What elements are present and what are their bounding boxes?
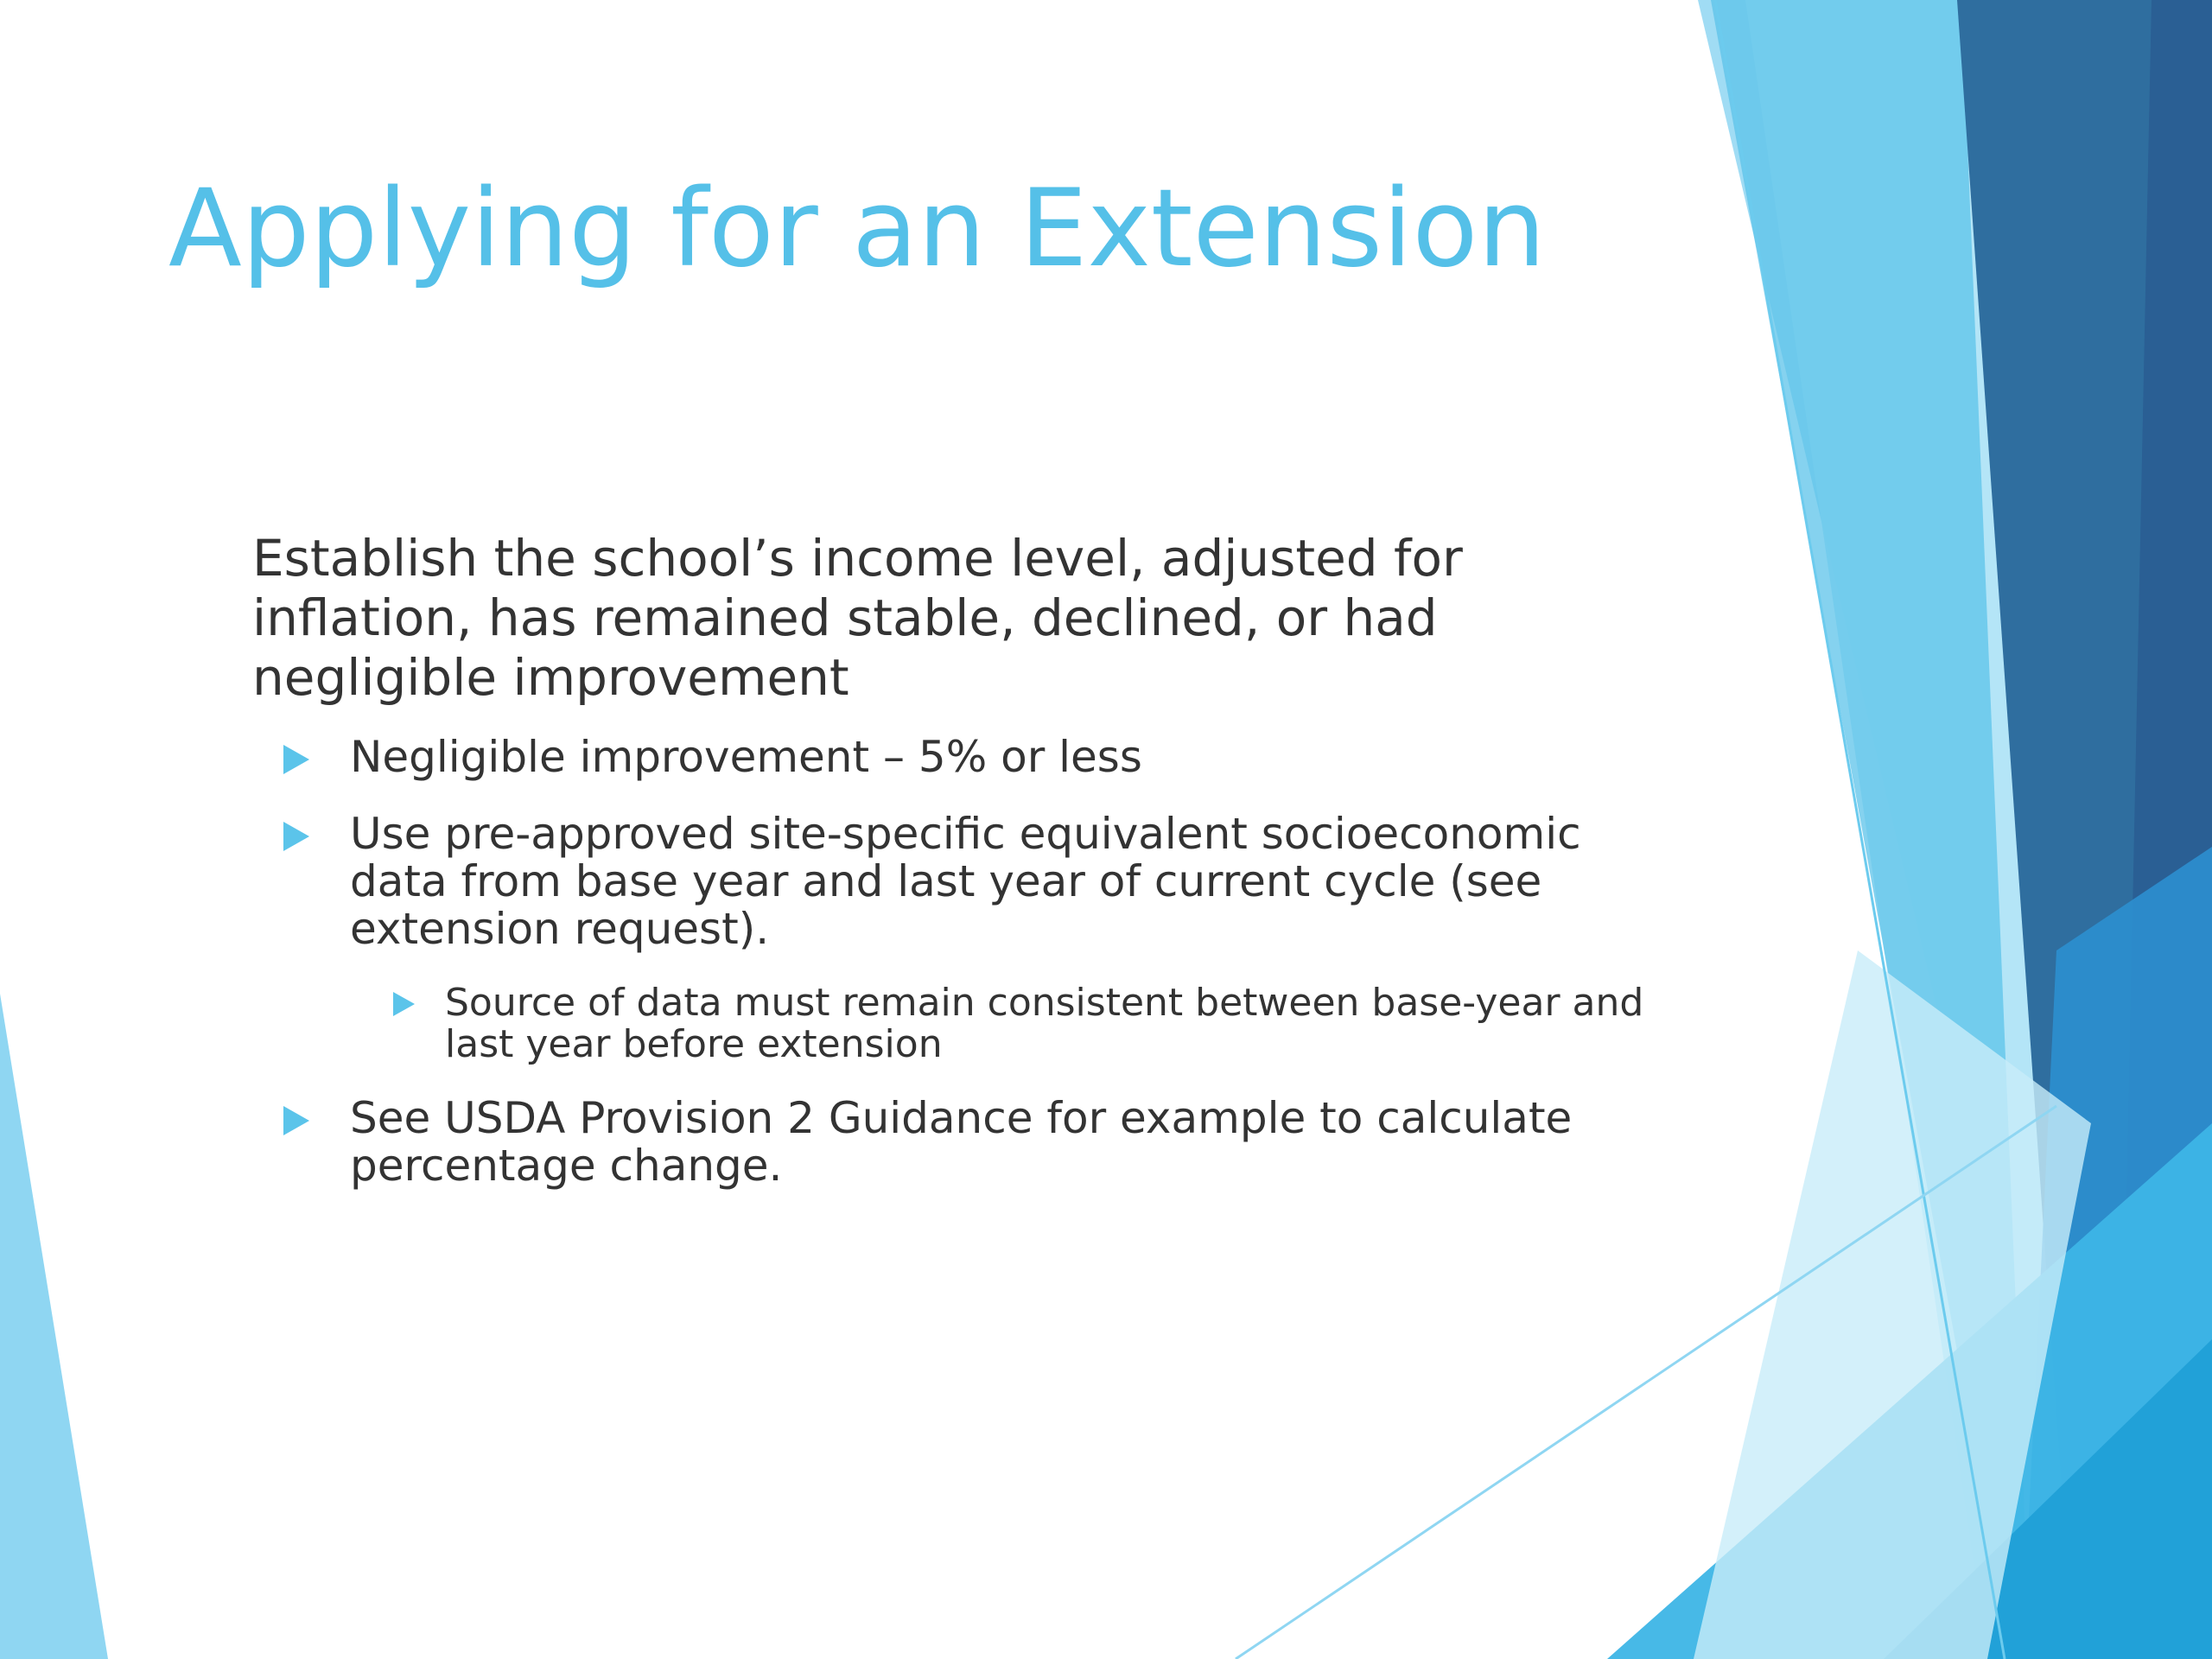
- facet-left: [0, 994, 108, 1659]
- bullet-negligible-improvement: [252, 734, 1669, 781]
- bullet-see-usda-guidance: [252, 1095, 1669, 1190]
- slide-body: [252, 529, 1669, 1219]
- subbullet-source-consistent: [252, 982, 1669, 1065]
- intro-paragraph: Establish the school’s income level, adjusted for inflation, has remained stable, declined, or had negligible improvement: [252, 529, 1463, 707]
- bullet-text: See USDA Provision 2 Guidance for example to calculate percentage change.: [350, 1093, 1573, 1191]
- bullet-arrow-icon: [283, 822, 309, 851]
- bullet-use-preapproved-data: [252, 810, 1669, 953]
- bullet-text: Use pre-approved site-specific equivalent socioeconomic data from base year and last year of current cycle (see extension request).: [350, 809, 1581, 954]
- bullet-text: Source of data must remain consistent between base-year and last year before extension: [445, 981, 1644, 1066]
- bullet-text: Negligible improvement – 5% or less: [350, 732, 1142, 782]
- slide-title: Applying for an Extension: [168, 167, 1546, 291]
- bullet-arrow-icon: [393, 992, 415, 1016]
- bullet-arrow-icon: [283, 745, 309, 774]
- bullet-arrow-icon: [283, 1106, 309, 1135]
